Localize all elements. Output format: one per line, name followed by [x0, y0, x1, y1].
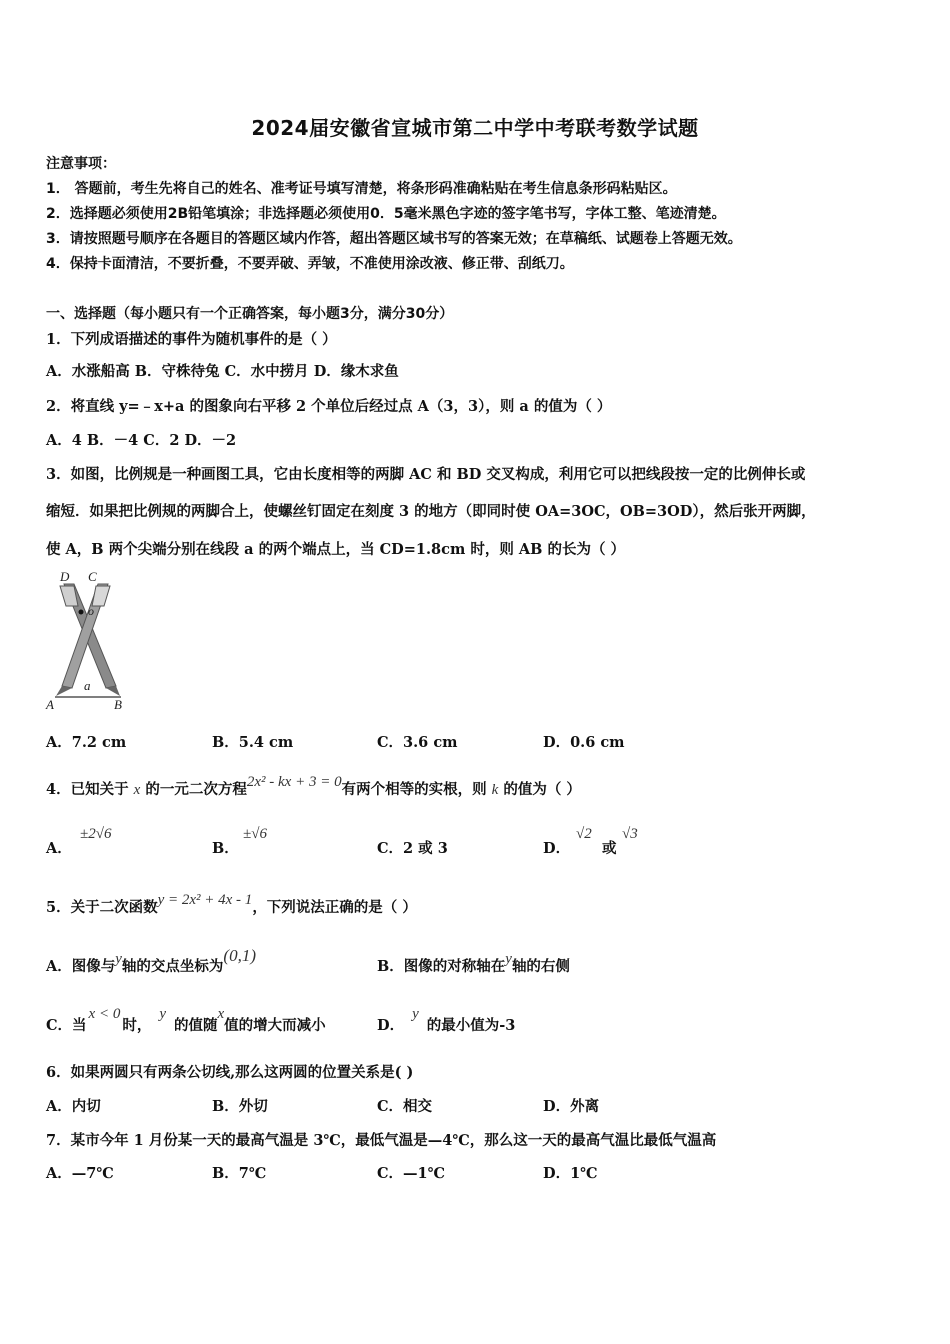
q5-d-post: 的最小值为-3 [426, 1017, 516, 1034]
q4-option-d-math-1: √2 [576, 826, 592, 842]
q2-options: A．4 B．－4 C．2 D．－2 [46, 432, 237, 449]
q4-option-a-math: ±2√6 [80, 826, 112, 842]
notice-item-3: 3．请按照题号顺序在各题目的答题区域内作答，超出答题区域书写的答案无效；在草稿纸、试题卷上答题无效。 [46, 231, 742, 247]
q1-options: A．水涨船高 B．守株待兔 C．水中捞月 D．缘木求鱼 [46, 363, 399, 380]
q3-option-b: B．5.4 cm [212, 734, 294, 751]
notice-item-2: 2．选择题必须使用2B铅笔填涂；非选择题必须使用0．5毫米黑色字迹的签字笔书写，字体工整、笔迹清楚。 [46, 206, 726, 222]
q3-option-c: C．3.6 cm [377, 734, 458, 751]
q6-option-b: B．外切 [212, 1098, 268, 1115]
q2-stem: 2．将直线 y=﹣x+a 的图象向右平移 2 个单位后经过点 A（3，3），则 a 的值为（ ） [46, 398, 612, 415]
q3-option-d: D．0.6 cm [543, 734, 625, 751]
q5-option-d [377, 1006, 516, 1035]
q5-a-pre: A．图像与 [46, 958, 116, 975]
q5-d-pre: D． [377, 1017, 405, 1034]
q4-var-k: k [491, 782, 499, 798]
q4-post2: 的值为（ ） [498, 781, 581, 798]
q4-equation: 2x² - kx + 3 = 0 [246, 774, 342, 790]
q4-option-d-math-2: √3 [622, 826, 638, 842]
q5-equation: y = 2x² + 4x - 1 [157, 892, 253, 908]
q5-c-var-y: y [159, 1006, 166, 1022]
q5-stem [46, 892, 417, 917]
q7-option-b: B．7℃ [212, 1165, 267, 1182]
q4-mid: 的一元二次方程 [140, 781, 247, 798]
q3-line-1: 3．如图，比例规是一种画图工具，它由长度相等的两脚 AC 和 BD 交叉构成，利用它可以把线段按一定的比例伸长或 [46, 466, 806, 483]
q4-option-b-math: ±√6 [243, 826, 267, 842]
q6-option-a: A．内切 [46, 1098, 101, 1115]
q7-option-a: A．—7℃ [46, 1165, 114, 1182]
label-a: a [84, 678, 91, 693]
q5-a-point: (0,1) [223, 946, 256, 965]
q5-c-condition: x < 0 [88, 1006, 121, 1022]
q5-c-mid2: 的值随 [174, 1017, 218, 1034]
q5-c-mid1: 时， [122, 1017, 152, 1034]
label-C: C [88, 569, 97, 584]
q5-d-var-y: y [412, 1006, 419, 1022]
notice-item-4: 4．保持卡面清洁，不要折叠，不要弄破、弄皱，不准使用涂改液、修正带、刮纸刀。 [46, 256, 574, 272]
q5-option-c [46, 1006, 326, 1035]
q5-c-var-x: x [217, 1006, 225, 1022]
notice-item-1: 1． 答题前，考生先将自己的姓名、准考证号填写清楚，将条形码准确粘贴在考生信息条形码粘贴区。 [46, 181, 677, 197]
q3-line-3: 使 A，B 两个尖端分别在线段 a 的两个端点上，当 CD=1.8cm 时，则 AB 的长为（ ） [46, 541, 625, 558]
q5-post: ，下列说法正确的是（ ） [252, 899, 417, 916]
q5-a-mid: 轴的交点坐标为 [121, 958, 224, 975]
q4-stem [46, 774, 581, 799]
q5-option-b [377, 951, 570, 976]
q5-b-var-y: y [505, 951, 512, 967]
q5-c-pre: C．当 [46, 1017, 87, 1034]
q7-option-d: D．1℃ [543, 1165, 598, 1182]
proportional-compass-figure [44, 568, 130, 713]
q4-var-x: x [133, 782, 141, 798]
label-D: D [60, 569, 70, 584]
q5-a-var-y: y [115, 951, 122, 967]
q4-option-d-label: D． [543, 840, 571, 857]
q7-stem: 7．某市今年 1 月份某一天的最高气温是 3℃，最低气温是—4℃，那么这一天的最高气温比最低气温高 [46, 1132, 717, 1149]
q7-option-c: C．—1℃ [377, 1165, 446, 1182]
q6-option-d: D．外离 [543, 1098, 600, 1115]
q5-pre: 5．关于二次函数 [46, 899, 158, 916]
q5-option-a [46, 946, 256, 976]
q3-line-2: 缩短．如果把比例规的两脚合上，使螺丝钉固定在刻度 3 的地方（即同时使 OA=3OC，OB=3OD），然后张开两脚， [46, 503, 816, 520]
label-O: o [88, 604, 94, 618]
q5-b-post: 轴的右侧 [511, 958, 570, 975]
q3-option-a: A．7.2 cm [46, 734, 127, 751]
q4-option-d-or: 或 [602, 840, 617, 857]
q4-pre: 4．已知关于 [46, 781, 134, 798]
label-A: A [46, 697, 54, 712]
q4-option-a-label: A． [46, 840, 72, 857]
q5-c-post: 值的增大而减小 [224, 1017, 326, 1034]
q5-b-pre: B．图像的对称轴在 [377, 958, 506, 975]
section-heading: 一、选择题（每小题只有一个正确答案，每小题3分，满分30分） [46, 306, 454, 322]
page-title: 2024届安徽省宣城市第二中学中考联考数学试题 [251, 116, 699, 140]
q6-stem: 6．如果两圆只有两条公切线,那么这两圆的位置关系是( ) [46, 1064, 414, 1081]
q4-option-b-label: B． [212, 840, 239, 857]
q4-option-c: C．2 或 3 [377, 840, 448, 857]
notice-heading: 注意事项： [46, 156, 116, 172]
label-B: B [114, 697, 122, 712]
q1-stem: 1．下列成语描述的事件为随机事件的是（ ） [46, 331, 337, 348]
q6-option-c: C．相交 [377, 1098, 433, 1115]
q4-post1: 有两个相等的实根，则 [341, 781, 492, 798]
